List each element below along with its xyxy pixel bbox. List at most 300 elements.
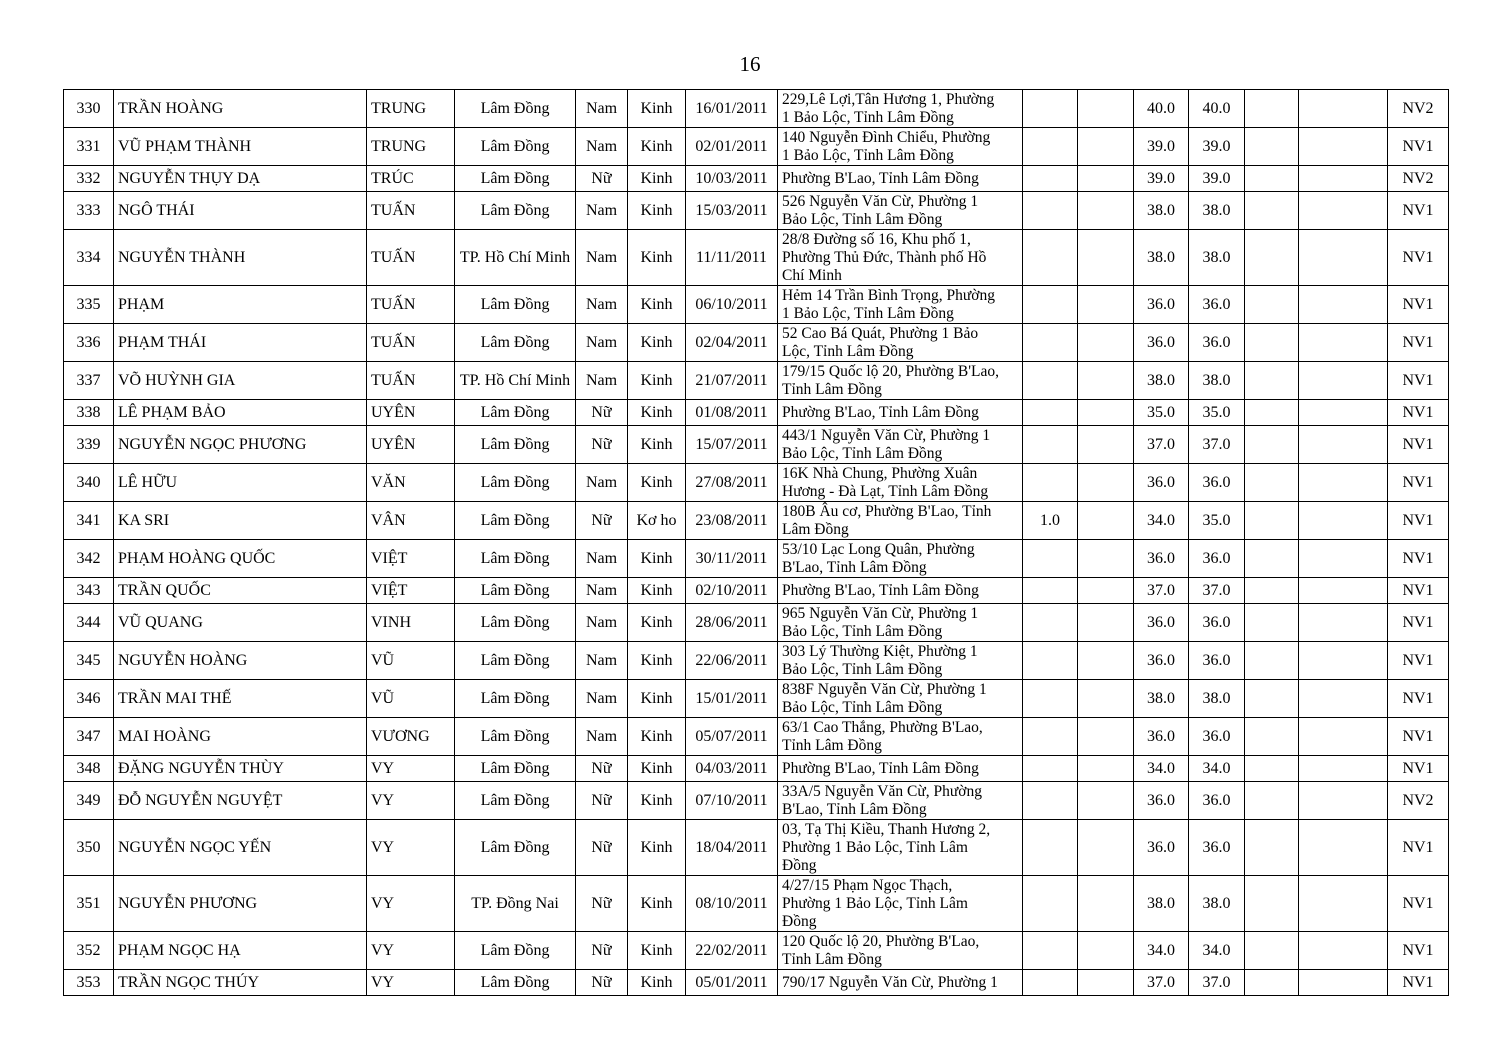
- cell-choice: NV2: [1388, 166, 1449, 192]
- roster-body: [64, 90, 1449, 996]
- cell-score: 35.0: [1134, 400, 1189, 426]
- cell-total-score: 35.0: [1189, 502, 1245, 540]
- cell-date-of-birth: 02/04/2011: [686, 324, 778, 362]
- cell-ethnicity: Kinh: [628, 718, 686, 756]
- cell-ethnicity: Kinh: [628, 540, 686, 578]
- cell-score: 39.0: [1134, 166, 1189, 192]
- cell-gender: Nam: [576, 464, 628, 502]
- page-number: 16: [739, 52, 761, 76]
- cell-priority-points: [1023, 90, 1078, 128]
- cell-empty: [1299, 642, 1388, 680]
- cell-order-number: 336: [64, 324, 114, 362]
- cell-empty: [1078, 464, 1134, 502]
- cell-empty: [1245, 128, 1299, 166]
- cell-surname: KA SRI: [114, 502, 367, 540]
- address-line: 28/8 Đường số 16, Khu phố 1,: [782, 230, 971, 248]
- cell-order-number: 331: [64, 128, 114, 166]
- cell-empty: [1078, 166, 1134, 192]
- cell-gender: Nữ: [576, 932, 628, 970]
- cell-empty: [1245, 502, 1299, 540]
- address-line: Phường 1 Bảo Lộc, Tỉnh Lâm: [782, 894, 968, 912]
- cell-empty: [1299, 464, 1388, 502]
- cell-priority-points: [1023, 166, 1078, 192]
- cell-ethnicity: Kinh: [628, 578, 686, 604]
- address-line: 180B Âu cơ, Phường B'Lao, Tỉnh: [782, 502, 992, 520]
- cell-ethnicity: Kinh: [628, 782, 686, 820]
- table-row: [64, 502, 1449, 540]
- cell-empty: [1245, 400, 1299, 426]
- cell-priority-points: [1023, 540, 1078, 578]
- cell-date-of-birth: 01/08/2011: [686, 400, 778, 426]
- cell-gender: Nam: [576, 604, 628, 642]
- cell-address: [778, 820, 1023, 876]
- cell-empty: [1299, 578, 1388, 604]
- cell-surname: TRẦN QUỐC: [114, 578, 367, 604]
- table-row: [64, 230, 1449, 286]
- cell-order-number: 352: [64, 932, 114, 970]
- cell-order-number: 349: [64, 782, 114, 820]
- cell-choice: NV1: [1388, 578, 1449, 604]
- cell-surname: NGUYỄN PHƯƠNG: [114, 876, 367, 932]
- cell-choice: NV1: [1388, 230, 1449, 286]
- table-row: [64, 604, 1449, 642]
- cell-birthplace: Lâm Đồng: [455, 166, 576, 192]
- cell-date-of-birth: 22/02/2011: [686, 932, 778, 970]
- cell-empty: [1299, 540, 1388, 578]
- cell-empty: [1078, 718, 1134, 756]
- table-row: [64, 718, 1449, 756]
- cell-total-score: 39.0: [1189, 128, 1245, 166]
- cell-priority-points: [1023, 362, 1078, 400]
- cell-choice: NV1: [1388, 464, 1449, 502]
- cell-score: 36.0: [1134, 642, 1189, 680]
- cell-given-name: TRUNG: [367, 128, 455, 166]
- cell-choice: NV1: [1388, 502, 1449, 540]
- cell-date-of-birth: 15/07/2011: [686, 426, 778, 464]
- cell-score: 34.0: [1134, 932, 1189, 970]
- table-row: [64, 400, 1449, 426]
- cell-score: 38.0: [1134, 192, 1189, 230]
- cell-given-name: TUẤN: [367, 362, 455, 400]
- cell-empty: [1299, 400, 1388, 426]
- cell-empty: [1078, 502, 1134, 540]
- cell-empty: [1299, 718, 1388, 756]
- cell-surname: LÊ HỮU: [114, 464, 367, 502]
- address-line: B'Lao, Tỉnh Lâm Đồng: [782, 558, 927, 576]
- cell-surname: ĐẶNG NGUYỄN THÙY: [114, 756, 367, 782]
- cell-priority-points: [1023, 128, 1078, 166]
- table-row: [64, 464, 1449, 502]
- cell-gender: Nữ: [576, 166, 628, 192]
- cell-birthplace: Lâm Đồng: [455, 400, 576, 426]
- cell-ethnicity: Kơ ho: [628, 502, 686, 540]
- cell-ethnicity: Kinh: [628, 90, 686, 128]
- cell-order-number: 350: [64, 820, 114, 876]
- cell-date-of-birth: 04/03/2011: [686, 756, 778, 782]
- cell-score: 37.0: [1134, 970, 1189, 996]
- cell-empty: [1245, 932, 1299, 970]
- cell-priority-points: [1023, 464, 1078, 502]
- cell-given-name: VINH: [367, 604, 455, 642]
- cell-date-of-birth: 07/10/2011: [686, 782, 778, 820]
- cell-empty: [1078, 192, 1134, 230]
- cell-empty: [1299, 970, 1388, 996]
- cell-empty: [1078, 680, 1134, 718]
- cell-surname: LÊ PHẠM BẢO: [114, 400, 367, 426]
- cell-date-of-birth: 02/01/2011: [686, 128, 778, 166]
- cell-given-name: TUẤN: [367, 230, 455, 286]
- table-row: [64, 362, 1449, 400]
- cell-ethnicity: Kinh: [628, 426, 686, 464]
- cell-empty: [1299, 128, 1388, 166]
- cell-address: [778, 680, 1023, 718]
- cell-empty: [1245, 578, 1299, 604]
- cell-ethnicity: Kinh: [628, 166, 686, 192]
- cell-address: [778, 230, 1023, 286]
- cell-empty: [1245, 286, 1299, 324]
- cell-empty: [1245, 680, 1299, 718]
- cell-empty: [1299, 166, 1388, 192]
- cell-choice: NV1: [1388, 820, 1449, 876]
- cell-gender: Nam: [576, 540, 628, 578]
- cell-birthplace: Lâm Đồng: [455, 604, 576, 642]
- address-line: 1 Bảo Lộc, Tỉnh Lâm Đồng: [782, 108, 954, 126]
- cell-address: [778, 932, 1023, 970]
- address-line: Bảo Lộc, Tỉnh Lâm Đồng: [782, 210, 943, 228]
- cell-date-of-birth: 10/03/2011: [686, 166, 778, 192]
- table-row: [64, 324, 1449, 362]
- cell-total-score: 36.0: [1189, 604, 1245, 642]
- cell-birthplace: Lâm Đồng: [455, 286, 576, 324]
- cell-empty: [1078, 642, 1134, 680]
- cell-date-of-birth: 15/03/2011: [686, 192, 778, 230]
- cell-gender: Nữ: [576, 782, 628, 820]
- cell-choice: NV1: [1388, 642, 1449, 680]
- cell-birthplace: Lâm Đồng: [455, 756, 576, 782]
- cell-empty: [1245, 604, 1299, 642]
- cell-address: [778, 192, 1023, 230]
- address-line: 965 Nguyễn Văn Cừ, Phường 1: [782, 604, 979, 622]
- cell-gender: Nam: [576, 286, 628, 324]
- cell-gender: Nam: [576, 230, 628, 286]
- cell-given-name: TUẤN: [367, 286, 455, 324]
- cell-ethnicity: Kinh: [628, 362, 686, 400]
- address-line: 303 Lý Thường Kiệt, Phường 1: [782, 642, 978, 660]
- cell-ethnicity: Kinh: [628, 128, 686, 166]
- address-line: Phường Thủ Đức, Thành phố Hồ: [782, 248, 987, 266]
- cell-total-score: 38.0: [1189, 230, 1245, 286]
- cell-choice: NV1: [1388, 324, 1449, 362]
- table-row: [64, 876, 1449, 932]
- cell-given-name: VŨ: [367, 642, 455, 680]
- cell-given-name: VY: [367, 782, 455, 820]
- cell-gender: Nữ: [576, 876, 628, 932]
- cell-birthplace: Lâm Đồng: [455, 464, 576, 502]
- cell-total-score: 36.0: [1189, 718, 1245, 756]
- cell-total-score: 36.0: [1189, 782, 1245, 820]
- table-row: [64, 192, 1449, 230]
- cell-empty: [1078, 286, 1134, 324]
- cell-order-number: 341: [64, 502, 114, 540]
- cell-score: 34.0: [1134, 756, 1189, 782]
- cell-given-name: VY: [367, 970, 455, 996]
- cell-empty: [1245, 970, 1299, 996]
- cell-address: [778, 718, 1023, 756]
- cell-score: 36.0: [1134, 820, 1189, 876]
- cell-address: [778, 782, 1023, 820]
- cell-surname: TRẦN NGỌC THÚY: [114, 970, 367, 996]
- cell-date-of-birth: 28/06/2011: [686, 604, 778, 642]
- cell-priority-points: [1023, 230, 1078, 286]
- address-line: Lâm Đồng: [782, 520, 849, 538]
- cell-order-number: 339: [64, 426, 114, 464]
- address-line: Tỉnh Lâm Đồng: [782, 736, 882, 754]
- cell-date-of-birth: 23/08/2011: [686, 502, 778, 540]
- cell-surname: PHẠM HOÀNG QUỐC: [114, 540, 367, 578]
- cell-priority-points: [1023, 286, 1078, 324]
- cell-address: [778, 540, 1023, 578]
- cell-score: 36.0: [1134, 718, 1189, 756]
- cell-address: [778, 876, 1023, 932]
- cell-gender: Nam: [576, 680, 628, 718]
- cell-total-score: 40.0: [1189, 90, 1245, 128]
- cell-birthplace: TP. Đồng Nai: [455, 876, 576, 932]
- cell-date-of-birth: 05/07/2011: [686, 718, 778, 756]
- cell-total-score: 39.0: [1189, 166, 1245, 192]
- cell-birthplace: TP. Hồ Chí Minh: [455, 230, 576, 286]
- cell-order-number: 330: [64, 90, 114, 128]
- cell-choice: NV1: [1388, 756, 1449, 782]
- cell-surname: TRẦN HOÀNG: [114, 90, 367, 128]
- cell-given-name: VIỆT: [367, 540, 455, 578]
- cell-priority-points: [1023, 642, 1078, 680]
- cell-address: [778, 362, 1023, 400]
- cell-date-of-birth: 16/01/2011: [686, 90, 778, 128]
- cell-given-name: VY: [367, 820, 455, 876]
- cell-empty: [1078, 578, 1134, 604]
- cell-order-number: 348: [64, 756, 114, 782]
- cell-empty: [1299, 324, 1388, 362]
- cell-date-of-birth: 02/10/2011: [686, 578, 778, 604]
- cell-total-score: 38.0: [1189, 876, 1245, 932]
- cell-empty: [1299, 90, 1388, 128]
- table-row: [64, 680, 1449, 718]
- cell-surname: PHẠM: [114, 286, 367, 324]
- address-line: Phường 1 Bảo Lộc, Tỉnh Lâm: [782, 838, 968, 856]
- cell-empty: [1299, 820, 1388, 876]
- cell-empty: [1245, 230, 1299, 286]
- cell-address: [778, 642, 1023, 680]
- cell-choice: NV2: [1388, 782, 1449, 820]
- cell-birthplace: Lâm Đồng: [455, 680, 576, 718]
- address-line: 443/1 Nguyễn Văn Cừ, Phường 1: [782, 426, 991, 444]
- cell-empty: [1299, 426, 1388, 464]
- table-row: [64, 932, 1449, 970]
- cell-choice: NV1: [1388, 718, 1449, 756]
- cell-given-name: TRÚC: [367, 166, 455, 192]
- cell-given-name: VY: [367, 876, 455, 932]
- student-roster-table: [63, 89, 1449, 996]
- cell-given-name: UYÊN: [367, 400, 455, 426]
- address-line: Đồng: [782, 912, 817, 930]
- cell-ethnicity: Kinh: [628, 324, 686, 362]
- cell-order-number: 335: [64, 286, 114, 324]
- cell-given-name: VĂN: [367, 464, 455, 502]
- cell-total-score: 36.0: [1189, 464, 1245, 502]
- cell-given-name: VŨ: [367, 680, 455, 718]
- table-row: [64, 820, 1449, 876]
- address-line: Hẻm 14 Trần Bình Trọng, Phường: [782, 286, 995, 304]
- cell-gender: Nam: [576, 192, 628, 230]
- address-line: Phường B'Lao, Tỉnh Lâm Đồng: [782, 403, 979, 421]
- cell-ethnicity: Kinh: [628, 192, 686, 230]
- address-line: 16K Nhà Chung, Phường Xuân: [782, 464, 978, 482]
- cell-surname: ĐỖ NGUYỄN NGUYỆT: [114, 782, 367, 820]
- cell-given-name: UYÊN: [367, 426, 455, 464]
- cell-date-of-birth: 05/01/2011: [686, 970, 778, 996]
- cell-given-name: VÂN: [367, 502, 455, 540]
- cell-date-of-birth: 22/06/2011: [686, 642, 778, 680]
- cell-choice: NV1: [1388, 128, 1449, 166]
- cell-given-name: VƯƠNG: [367, 718, 455, 756]
- cell-birthplace: Lâm Đồng: [455, 970, 576, 996]
- cell-given-name: TUẤN: [367, 192, 455, 230]
- address-line: 838F Nguyễn Văn Cừ, Phường 1: [782, 680, 987, 698]
- table-row: [64, 642, 1449, 680]
- cell-priority-points: [1023, 756, 1078, 782]
- cell-score: 34.0: [1134, 502, 1189, 540]
- cell-empty: [1245, 782, 1299, 820]
- cell-order-number: 332: [64, 166, 114, 192]
- address-line: 120 Quốc lộ 20, Phường B'Lao,: [782, 932, 980, 950]
- cell-score: 40.0: [1134, 90, 1189, 128]
- address-line: 63/1 Cao Thắng, Phường B'Lao,: [782, 718, 983, 736]
- cell-empty: [1078, 782, 1134, 820]
- cell-empty: [1078, 324, 1134, 362]
- address-line: Phường B'Lao, Tỉnh Lâm Đồng: [782, 759, 979, 777]
- cell-order-number: 333: [64, 192, 114, 230]
- cell-priority-points: [1023, 680, 1078, 718]
- cell-given-name: VY: [367, 932, 455, 970]
- cell-priority-points: [1023, 718, 1078, 756]
- cell-address: [778, 90, 1023, 128]
- cell-empty: [1245, 642, 1299, 680]
- address-line: Bảo Lộc, Tỉnh Lâm Đồng: [782, 444, 943, 462]
- cell-order-number: 340: [64, 464, 114, 502]
- cell-empty: [1245, 192, 1299, 230]
- cell-gender: Nam: [576, 90, 628, 128]
- address-line: 1 Bảo Lộc, Tỉnh Lâm Đồng: [782, 146, 954, 164]
- cell-choice: NV1: [1388, 192, 1449, 230]
- cell-empty: [1299, 932, 1388, 970]
- cell-priority-points: [1023, 820, 1078, 876]
- cell-empty: [1299, 230, 1388, 286]
- cell-gender: Nữ: [576, 400, 628, 426]
- cell-surname: NGUYỄN NGỌC PHƯƠNG: [114, 426, 367, 464]
- cell-empty: [1078, 230, 1134, 286]
- cell-gender: Nam: [576, 128, 628, 166]
- cell-address: [778, 970, 1023, 996]
- cell-empty: [1299, 876, 1388, 932]
- cell-surname: PHẠM NGỌC HẠ: [114, 932, 367, 970]
- cell-score: 36.0: [1134, 604, 1189, 642]
- cell-total-score: 36.0: [1189, 820, 1245, 876]
- cell-order-number: 337: [64, 362, 114, 400]
- cell-address: [778, 464, 1023, 502]
- cell-surname: MAI HOÀNG: [114, 718, 367, 756]
- cell-empty: [1078, 970, 1134, 996]
- cell-empty: [1078, 128, 1134, 166]
- table-row: [64, 426, 1449, 464]
- address-line: Bảo Lộc, Tỉnh Lâm Đồng: [782, 698, 943, 716]
- cell-surname: NGUYỄN THÀNH: [114, 230, 367, 286]
- cell-empty: [1078, 90, 1134, 128]
- cell-birthplace: Lâm Đồng: [455, 718, 576, 756]
- cell-birthplace: Lâm Đồng: [455, 324, 576, 362]
- cell-total-score: 36.0: [1189, 286, 1245, 324]
- cell-gender: Nữ: [576, 426, 628, 464]
- address-line: 1 Bảo Lộc, Tỉnh Lâm Đồng: [782, 304, 954, 322]
- cell-surname: PHẠM THÁI: [114, 324, 367, 362]
- table-row: [64, 540, 1449, 578]
- cell-empty: [1078, 604, 1134, 642]
- cell-total-score: 35.0: [1189, 400, 1245, 426]
- cell-surname: VŨ QUANG: [114, 604, 367, 642]
- cell-total-score: 34.0: [1189, 932, 1245, 970]
- table-row: [64, 166, 1449, 192]
- cell-order-number: 345: [64, 642, 114, 680]
- address-line: B'Lao, Tỉnh Lâm Đồng: [782, 800, 927, 818]
- cell-order-number: 351: [64, 876, 114, 932]
- address-line: Lộc, Tỉnh Lâm Đồng: [782, 342, 914, 360]
- cell-date-of-birth: 30/11/2011: [686, 540, 778, 578]
- cell-score: 36.0: [1134, 286, 1189, 324]
- cell-surname: VÕ HUỲNH GIA: [114, 362, 367, 400]
- cell-surname: TRẦN MAI THẾ: [114, 680, 367, 718]
- cell-gender: Nữ: [576, 820, 628, 876]
- cell-birthplace: Lâm Đồng: [455, 642, 576, 680]
- cell-address: [778, 604, 1023, 642]
- cell-total-score: 36.0: [1189, 324, 1245, 362]
- cell-empty: [1078, 540, 1134, 578]
- cell-score: 39.0: [1134, 128, 1189, 166]
- address-line: 52 Cao Bá Quát, Phường 1 Bảo: [782, 324, 979, 342]
- cell-date-of-birth: 11/11/2011: [686, 230, 778, 286]
- cell-given-name: VIỆT: [367, 578, 455, 604]
- cell-ethnicity: Kinh: [628, 286, 686, 324]
- address-line: 179/15 Quốc lộ 20, Phường B'Lao,: [782, 362, 1000, 380]
- table-row: [64, 286, 1449, 324]
- table-row: [64, 128, 1449, 166]
- cell-ethnicity: Kinh: [628, 400, 686, 426]
- cell-priority-points: [1023, 970, 1078, 996]
- cell-ethnicity: Kinh: [628, 876, 686, 932]
- cell-empty: [1245, 426, 1299, 464]
- cell-choice: NV1: [1388, 932, 1449, 970]
- cell-empty: [1245, 324, 1299, 362]
- cell-empty: [1245, 90, 1299, 128]
- cell-date-of-birth: 27/08/2011: [686, 464, 778, 502]
- cell-choice: NV1: [1388, 876, 1449, 932]
- cell-order-number: 353: [64, 970, 114, 996]
- cell-choice: NV1: [1388, 400, 1449, 426]
- address-line: Đồng: [782, 856, 817, 874]
- cell-score: 36.0: [1134, 540, 1189, 578]
- cell-address: [778, 578, 1023, 604]
- table-row: [64, 970, 1449, 996]
- cell-birthplace: Lâm Đồng: [455, 932, 576, 970]
- cell-priority-points: [1023, 426, 1078, 464]
